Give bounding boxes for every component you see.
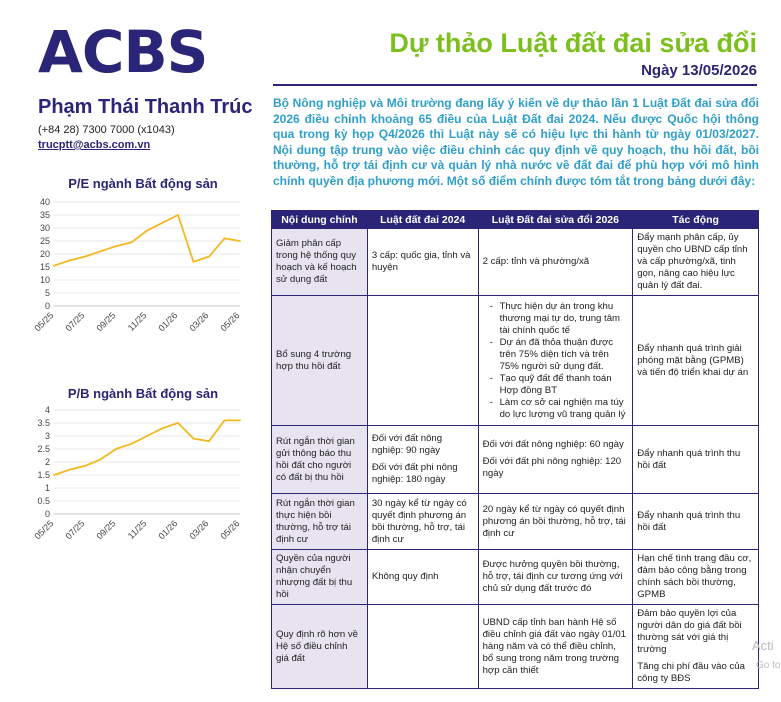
- cell-impact: [633, 426, 759, 494]
- data-point: [69, 260, 71, 262]
- acbs-logo: [38, 18, 208, 86]
- cell-topic: Quy định rõ hơn về Hệ số điều chỉnh giá đất: [272, 605, 368, 689]
- data-point: [53, 474, 55, 476]
- y-tick-label: 40: [39, 197, 50, 207]
- law-2024-text: Đối với đất phi nông nghiệp: 180 ngày: [371, 462, 458, 485]
- cell-impact: [633, 605, 759, 689]
- cell-topic: Quyền của người nhận chuyển nhượng đất bị thu hồi: [272, 550, 368, 605]
- document-date: Ngày 13/05/2026: [641, 62, 757, 79]
- header-impact: Tác động: [633, 211, 759, 229]
- cell-impact: [633, 296, 759, 426]
- cell-law-2026: [478, 426, 633, 494]
- y-tick-label: 35: [39, 210, 50, 220]
- logo-text: ACBS: [38, 18, 208, 86]
- pb-chart-title: P/B ngành Bất động sản: [67, 386, 219, 401]
- x-tick-label: 05/25: [32, 518, 56, 542]
- x-tick-label: 11/25: [125, 310, 149, 333]
- data-point: [100, 459, 102, 461]
- y-tick-label: 3: [44, 431, 50, 441]
- y-tick-label: 30: [39, 223, 50, 233]
- document-title: Dự thảo Luật đất đai sửa đổi: [389, 28, 757, 58]
- header-main-content: Nội dung chính: [272, 211, 368, 229]
- pe-chart: [30, 196, 250, 346]
- data-point: [177, 214, 179, 216]
- x-tick-label: 09/25: [94, 310, 118, 334]
- data-point: [131, 241, 133, 243]
- cell-law-2024: [367, 296, 478, 426]
- table-row: [272, 426, 759, 494]
- data-point: [193, 438, 195, 440]
- y-tick-label: 3.5: [37, 418, 50, 428]
- activation-watermark: Acti: [752, 638, 774, 653]
- y-tick-label: 1.5: [37, 470, 50, 480]
- law-2026-bullet-list: [483, 301, 629, 421]
- law-2026-text: Đối với đất nông nghiệp: 60 ngày: [482, 439, 624, 450]
- x-tick-label: 03/26: [187, 518, 211, 542]
- data-point: [115, 245, 117, 247]
- y-tick-label: 25: [39, 236, 50, 246]
- law-2026-text: Đối với đất phi nông nghiệp: 120 ngày: [482, 456, 622, 479]
- cell-impact: [633, 494, 759, 550]
- law-2026-text: 2 cấp: tỉnh và phường/xã: [482, 256, 590, 267]
- x-tick-label: 01/26: [156, 310, 180, 334]
- list-item: - Thực hiện dự án trong khu thương mại tự do, trung tâm tài chính quốc tế: [500, 301, 629, 337]
- x-tick-label: 05/25: [32, 310, 56, 334]
- law-2026-text: UBND cấp tỉnh ban hành Hệ số điều chỉnh giá đất vào ngày 01/01 hàng năm và có thể điều chỉnh, bổ sung trong năm trong trường hợp cần thiết: [482, 616, 627, 676]
- data-point: [193, 261, 195, 263]
- data-point: [146, 435, 148, 437]
- header-divider: [273, 84, 757, 86]
- y-tick-label: 0: [44, 509, 50, 519]
- y-tick-label: 20: [39, 249, 50, 259]
- data-point: [53, 265, 55, 267]
- y-tick-label: 0.5: [37, 496, 50, 506]
- cell-law-2026: [478, 605, 633, 689]
- cell-topic: Rút ngắn thời gian thực hiện bồi thường, hỗ trợ tái định cư: [272, 494, 368, 550]
- y-tick-label: 10: [39, 275, 50, 285]
- data-point: [131, 443, 133, 445]
- x-tick-label: 05/26: [218, 310, 242, 334]
- activation-watermark-sub: Go to: [756, 660, 781, 671]
- data-point: [162, 427, 164, 429]
- x-tick-label: 07/25: [63, 310, 87, 334]
- data-point: [177, 422, 179, 424]
- cell-topic: Giảm phân cấp trong hệ thống quy hoạch và kế hoạch sử dụng đất: [272, 229, 368, 296]
- list-item: - Làm cơ sở cai nghiện ma túy do lực lượng vũ trang quản lý: [500, 397, 629, 421]
- table-row: [272, 494, 759, 550]
- impact-text: Tăng chi phí đầu vào của công ty BĐS: [637, 661, 745, 684]
- y-tick-label: 2.5: [37, 444, 50, 454]
- law-2024-text: Đối với đất nông nghiệp: 90 ngày: [371, 433, 443, 456]
- y-tick-label: 5: [44, 288, 50, 298]
- data-point: [162, 222, 164, 224]
- cell-law-2026: [478, 550, 633, 605]
- x-tick-label: 11/25: [125, 518, 149, 541]
- cell-law-2024: [367, 494, 478, 550]
- cell-law-2024: [367, 605, 478, 689]
- table-row: [272, 296, 759, 426]
- cell-law-2024: [367, 426, 478, 494]
- data-point: [100, 251, 102, 253]
- x-tick-label: 05/26: [218, 518, 242, 542]
- table-row: [272, 229, 759, 296]
- table-body: [272, 229, 759, 689]
- x-tick-label: 03/26: [187, 310, 211, 334]
- impact-text: Hạn chế tình trạng đầu cơ, đảm bảo công bằng trong chính sách bồi thường, GPMB: [637, 553, 752, 600]
- table-row: [272, 605, 759, 689]
- impact-text: Đẩy nhanh quá trình thu hồi đất: [637, 509, 741, 533]
- data-point: [239, 240, 241, 242]
- author-name: Phạm Thái Thanh Trúc: [38, 96, 253, 118]
- data-point: [146, 230, 148, 232]
- data-point: [84, 465, 86, 467]
- law-2024-text: 3 cấp: quốc gia, tỉnh và huyện: [371, 250, 471, 273]
- cell-law-2026: [478, 296, 633, 426]
- y-tick-label: 15: [39, 262, 50, 272]
- author-email-link[interactable]: trucptt@acbs.com.vn: [38, 139, 151, 151]
- x-tick-label: 01/26: [156, 518, 180, 542]
- list-item: - Dự án đã thỏa thuận được trên 75% diện tích và trên 75% người sử dụng đất.: [500, 337, 629, 373]
- data-point: [115, 448, 117, 450]
- table-row: [272, 550, 759, 605]
- cell-topic: Bổ sung 4 trường hợp thu hồi đất: [272, 296, 368, 426]
- impact-text: Đẩy nhanh quá trình thu hồi đất: [637, 447, 741, 471]
- pe-chart-title: P/E ngành Bất động sản: [68, 176, 218, 191]
- y-tick-label: 0: [44, 301, 50, 311]
- data-point: [208, 256, 210, 258]
- series-line: [54, 215, 240, 266]
- comparison-table: [271, 210, 759, 689]
- cell-impact: [633, 229, 759, 296]
- data-point: [208, 440, 210, 442]
- pb-chart: [30, 404, 250, 554]
- y-tick-label: 2: [44, 457, 50, 467]
- cell-law-2024: [367, 550, 478, 605]
- data-point: [84, 256, 86, 258]
- y-tick-label: 4: [44, 405, 50, 415]
- cell-law-2024: [367, 229, 478, 296]
- cell-law-2026: [478, 494, 633, 550]
- cell-impact: [633, 550, 759, 605]
- cell-law-2026: [478, 229, 633, 296]
- law-2026-text: Được hưởng quyền bồi thường, hỗ trợ, tái định cư tương ứng với chủ sử dụng đất trước đó: [482, 559, 623, 594]
- data-point: [239, 420, 241, 422]
- intro-paragraph: Bộ Nông nghiệp và Môi trường đang lấy ý kiến về dự thảo lần 1 Luật Đất đai sửa đổi 2026 điều chỉnh khoảng 65 điều của Luật Đất đai 2024. Nếu được Quốc hội thông qua trong kỳ họp Q4/2026 thì Luật này sẽ có hiệu lực thi hành từ ngày 01/03/2027. Nội dung tập trung vào việc điều chỉnh các quy định về quy hoạch, thu hồi đất, bồi thường, hỗ trợ tái định cư và quản lý nhà nước về đất đai để phù hợp với mô hình chính quyền địa phương mới. Một số điểm chính được tóm tắt trong bảng dưới đây:: [273, 96, 759, 188]
- data-point: [69, 469, 71, 471]
- impact-text: Đẩy nhanh quá trình giải phóng mặt bằng (GPMB) và tiến độ triển khai dự án: [637, 342, 749, 378]
- data-point: [224, 238, 226, 240]
- cell-topic: Rút ngắn thời gian gửi thông báo thu hồi đất cho người có đất bị thu hồi: [272, 426, 368, 494]
- law-2026-text: 20 ngày kể từ ngày có quyết định phương án bồi thường, hỗ trợ, tái định cư: [482, 503, 626, 539]
- data-point: [224, 420, 226, 422]
- impact-text: Đảm bảo quyền lợi của người dân do giá đất bồi thường sát với giá thị trường: [637, 608, 742, 655]
- header-law-2024: Luật đất đai 2024: [367, 211, 478, 229]
- author-phone: (+84 28) 7300 7000 (x1043): [38, 124, 175, 136]
- x-tick-label: 09/25: [94, 518, 118, 542]
- law-2024-text: Không quy định: [371, 571, 439, 582]
- law-2024-text: 30 ngày kể từ ngày có quyết định phương án bồi thường, hỗ trợ, tái định cư: [371, 497, 467, 545]
- y-tick-label: 1: [44, 483, 50, 493]
- table-header-row: [272, 211, 759, 229]
- series-line: [54, 420, 240, 475]
- impact-text: Đẩy mạnh phân cấp, ủy quyền cho UBND cấp tỉnh và cấp phường/xã, tinh gọn, nâng cao hiệu lực quản lý đất đai.: [637, 232, 748, 291]
- list-item: - Tạo quỹ đất để thanh toán Hợp đồng BT: [500, 373, 629, 397]
- header-law-2026: Luật Đất đai sửa đổi 2026: [478, 211, 633, 229]
- x-tick-label: 07/25: [63, 518, 87, 542]
